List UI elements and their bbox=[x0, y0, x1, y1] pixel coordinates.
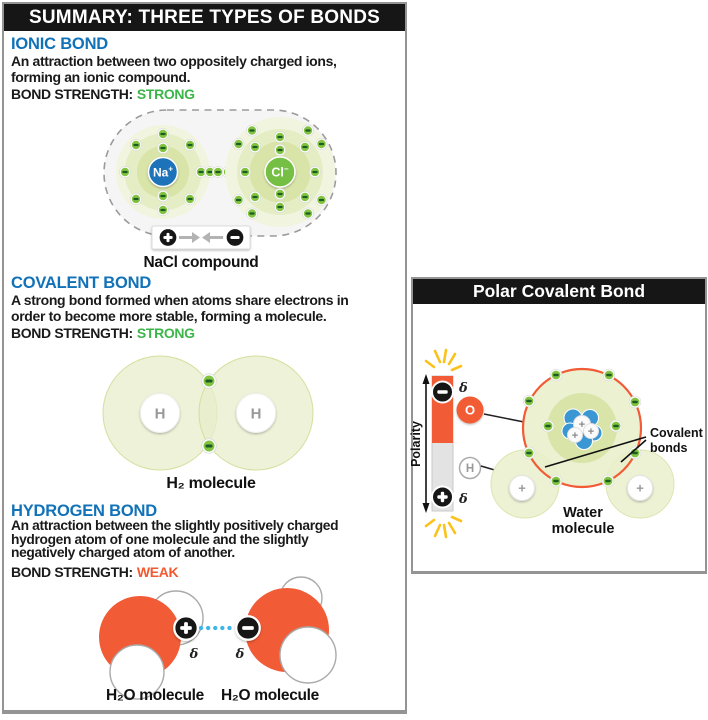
plus-badge-icon bbox=[174, 616, 198, 640]
electron-icon bbox=[274, 144, 285, 155]
attraction-box bbox=[152, 226, 250, 249]
electron-icon bbox=[316, 194, 327, 205]
na-charge: + bbox=[168, 164, 174, 174]
plus-symbol: + bbox=[587, 426, 595, 438]
electron-icon bbox=[299, 191, 310, 202]
minus-badge-icon bbox=[432, 382, 453, 403]
water-molecule-model bbox=[491, 369, 674, 518]
label-line: Covalent bbox=[650, 426, 703, 440]
plus-badge-icon bbox=[432, 487, 453, 508]
oxygen-pointer-line bbox=[484, 414, 524, 422]
ionic-bond-diagram bbox=[4, 108, 405, 258]
electron-icon bbox=[119, 166, 130, 177]
water-molecule-left bbox=[99, 591, 203, 699]
na-symbol: Na bbox=[152, 165, 169, 180]
nacl-caption: NaCl compound bbox=[143, 254, 259, 271]
electron-icon bbox=[309, 166, 320, 177]
bond-strength-value: STRONG bbox=[136, 86, 195, 102]
water-molecule-label bbox=[513, 505, 653, 537]
electron-icon bbox=[130, 139, 141, 150]
plus-symbol: + bbox=[636, 480, 644, 496]
bond-strength-label: BOND STRENGTH: bbox=[11, 325, 133, 341]
electron-icon bbox=[274, 131, 285, 142]
hydrogen-bond-heading: HYDROGEN BOND bbox=[11, 502, 157, 520]
h2o-caption-right: H₂O molecule bbox=[220, 687, 320, 704]
electron-icon bbox=[233, 194, 244, 205]
electron-icon bbox=[602, 475, 614, 487]
electron-icon bbox=[249, 191, 260, 202]
electron-icon bbox=[302, 125, 313, 136]
plus-symbol: + bbox=[578, 419, 586, 431]
description-line: An attraction between two oppositely charged ions, bbox=[11, 53, 337, 69]
electron-icon bbox=[249, 141, 260, 152]
h2-caption: H₂ molecule bbox=[166, 475, 256, 492]
electron-icon bbox=[302, 208, 313, 219]
electron-icon bbox=[246, 125, 257, 136]
hydrogen-bond-strength bbox=[11, 564, 178, 580]
right-arrow-icon bbox=[179, 236, 192, 239]
cl-charge: − bbox=[283, 164, 289, 174]
plus-symbol: + bbox=[571, 430, 579, 442]
h2o-caption-left: H₂O molecule bbox=[105, 687, 205, 704]
electron-icon bbox=[184, 193, 195, 204]
electron-icon bbox=[157, 128, 168, 139]
description-line: forming an ionic compound. bbox=[11, 69, 191, 85]
summary-panel bbox=[2, 2, 407, 714]
plus-badge-icon bbox=[159, 228, 177, 246]
electron-icon bbox=[246, 208, 257, 219]
polar-covalent-title: Polar Covalent Bond bbox=[413, 279, 705, 304]
covalent-bond-strength bbox=[11, 325, 195, 341]
delta-symbol: δ bbox=[235, 647, 245, 662]
electron-icon bbox=[603, 369, 615, 381]
electron-icon bbox=[130, 193, 141, 204]
electron-icon bbox=[316, 138, 327, 149]
bond-strength-value: WEAK bbox=[136, 564, 179, 580]
ionic-bond-description bbox=[11, 53, 337, 85]
electron-icon bbox=[610, 420, 622, 432]
electron-icon bbox=[629, 396, 641, 408]
hydrogen-legend-label: H bbox=[465, 463, 475, 475]
description-line: An attraction between the slightly positively charged bbox=[11, 518, 339, 533]
description-line: A strong bond formed when atoms share electrons in bbox=[11, 292, 349, 308]
left-arrow-icon bbox=[210, 236, 223, 239]
summary-panel-title: SUMMARY: THREE TYPES OF BONDS bbox=[4, 4, 405, 31]
delta-symbol: δ bbox=[189, 647, 199, 662]
minus-badge-icon bbox=[226, 228, 244, 246]
covalent-bond-description bbox=[11, 292, 348, 324]
bond-strength-label: BOND STRENGTH: bbox=[11, 86, 133, 102]
electron-icon bbox=[542, 420, 554, 432]
description-line: negatively charged atom of another. bbox=[11, 545, 235, 560]
covalent-bonds-label bbox=[650, 426, 706, 455]
electron-icon bbox=[202, 439, 217, 454]
electron-icon bbox=[299, 141, 310, 152]
description-line: order to become more stable, forming a molecule. bbox=[11, 308, 327, 324]
ionic-bond-heading: IONIC BOND bbox=[11, 35, 109, 53]
electron-icon bbox=[274, 188, 285, 199]
sodium-atom bbox=[116, 125, 210, 219]
water-molecule-right bbox=[235, 577, 336, 683]
delta-symbol: δ bbox=[459, 381, 468, 396]
h2-molecule-diagram bbox=[4, 350, 405, 475]
bond-strength-label: BOND STRENGTH: bbox=[11, 564, 133, 580]
cl-symbol: Cl bbox=[271, 165, 284, 180]
h-label: H bbox=[154, 405, 166, 423]
electron-icon bbox=[274, 201, 285, 212]
plus-symbol: + bbox=[518, 480, 526, 496]
electron-icon bbox=[239, 166, 250, 177]
electron-icon bbox=[184, 139, 195, 150]
electron-icon bbox=[212, 166, 223, 177]
label-line: bonds bbox=[650, 440, 688, 455]
electron-icon bbox=[523, 395, 535, 407]
description-line: hydrogen atom of one molecule and the slightly bbox=[11, 531, 309, 547]
electron-icon bbox=[157, 142, 168, 153]
bond-strength-value: STRONG bbox=[136, 325, 195, 341]
ionic-bond-strength bbox=[11, 86, 195, 102]
label-line: Water bbox=[563, 505, 603, 521]
chlorine-atom bbox=[225, 117, 335, 227]
label-line: molecule bbox=[551, 521, 615, 537]
hydrogen-bond-description bbox=[11, 519, 338, 560]
polar-covalent-panel bbox=[411, 277, 707, 574]
electron-icon bbox=[202, 374, 217, 389]
covalent-bond-heading: COVALENT BOND bbox=[11, 274, 152, 292]
oxygen-legend-label: O bbox=[464, 402, 476, 418]
hydrogen-atom bbox=[280, 627, 336, 683]
electron-icon bbox=[157, 190, 168, 201]
electron-icon bbox=[550, 475, 562, 487]
arrow-up-icon bbox=[423, 374, 430, 384]
polarity-label: Polarity bbox=[409, 421, 423, 467]
electron-icon bbox=[550, 369, 562, 381]
electron-icon bbox=[157, 204, 168, 215]
electron-icon bbox=[233, 138, 244, 149]
arrow-down-icon bbox=[423, 503, 430, 513]
h-label: H bbox=[250, 405, 262, 423]
electron-icon bbox=[523, 447, 535, 459]
minus-badge-icon bbox=[236, 616, 260, 640]
delta-symbol: δ bbox=[459, 492, 468, 507]
polarity-gauge bbox=[409, 350, 468, 537]
